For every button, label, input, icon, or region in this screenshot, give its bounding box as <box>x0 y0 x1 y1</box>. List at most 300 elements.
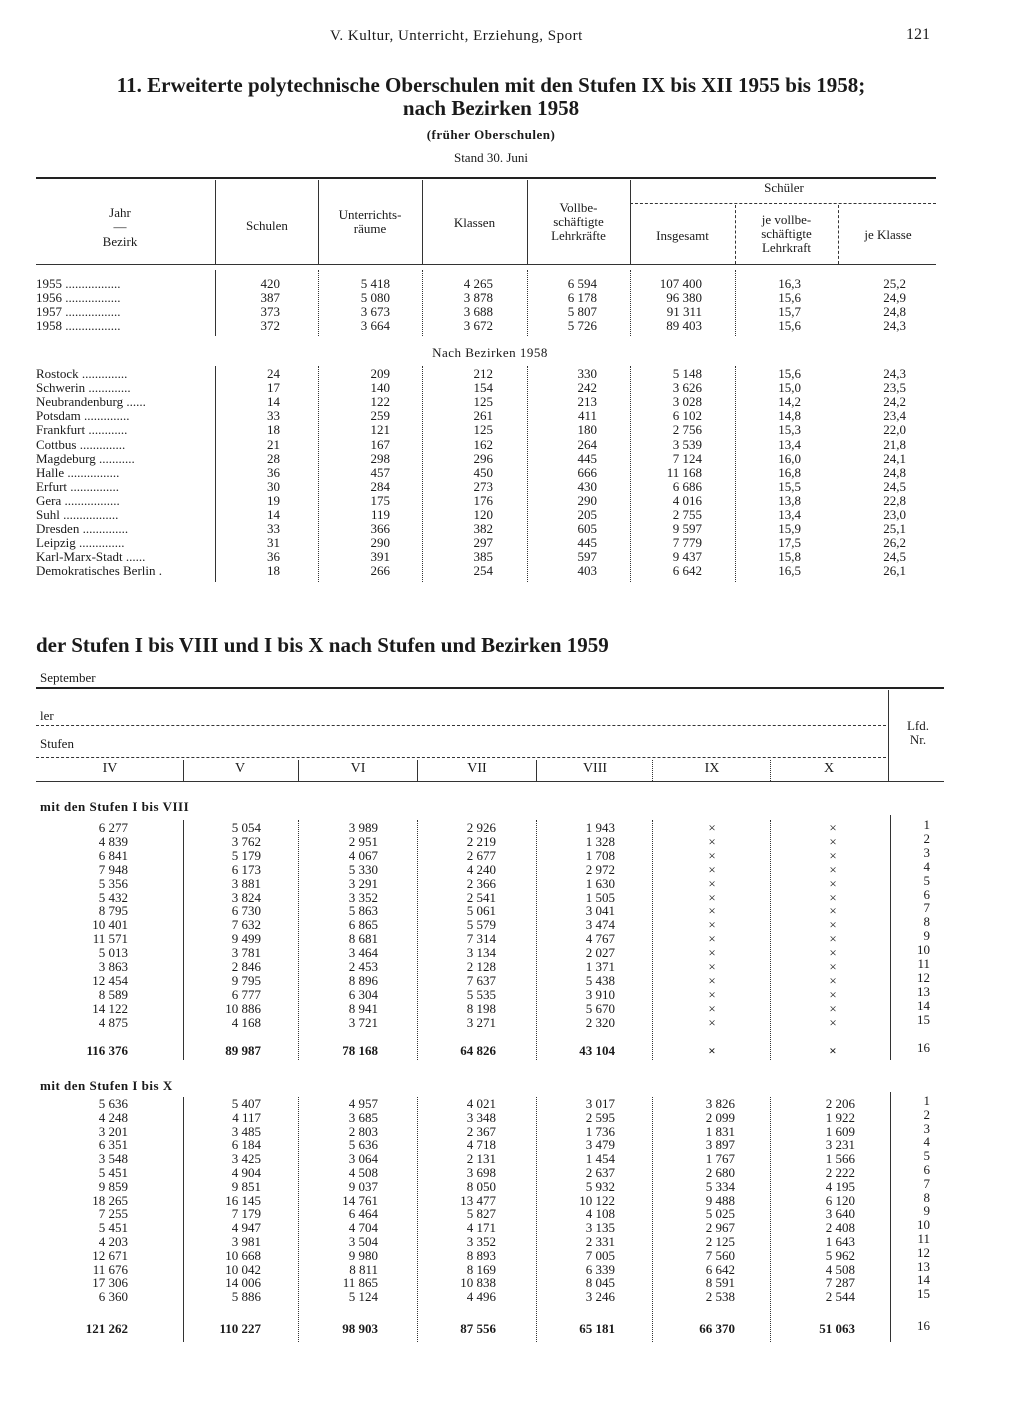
row-number: 15 <box>917 1011 930 1027</box>
total-cell: × <box>829 1043 837 1058</box>
row-number: 9 <box>923 1203 930 1219</box>
table-cell: 5 670 <box>585 1000 615 1016</box>
table-cell: 7 287 <box>825 1275 855 1291</box>
table-cell: 5 726 <box>567 317 597 333</box>
table-cell: 11 676 <box>92 1261 128 1277</box>
table-cell: 8 589 <box>98 986 128 1002</box>
t12-body-vline <box>298 820 299 1060</box>
table-cell: 13,4 <box>778 507 801 522</box>
row-label: Karl-Marx-Stadt ...... <box>36 550 146 565</box>
table-cell: 2 206 <box>825 1096 855 1111</box>
table-cell: × <box>829 861 837 877</box>
header-jahr: Jahr <box>109 205 131 220</box>
table-cell: 2 320 <box>585 1014 615 1030</box>
table-cell: 24,1 <box>883 450 906 466</box>
table-cell: 8 050 <box>466 1178 496 1194</box>
table-cell: × <box>708 972 716 988</box>
row-number: 16 <box>917 1318 930 1333</box>
table-cell: 14 <box>267 507 280 522</box>
header-lehrkraefte: Vollbe- schäftigte Lehrkräfte <box>551 200 606 243</box>
table-cell: 296 <box>473 450 493 466</box>
table-cell: 31 <box>267 535 280 551</box>
table-cell: 7 179 <box>231 1206 261 1222</box>
table-cell: 6 730 <box>231 903 261 919</box>
table-cell: 28 <box>267 450 280 466</box>
total-cell: 121 262 <box>85 1321 128 1336</box>
row-number: 8 <box>923 914 930 930</box>
table-cell: 430 <box>577 478 597 494</box>
table-cell: 4 767 <box>585 931 615 947</box>
table-cell: 22,8 <box>883 492 906 508</box>
table-cell: 120 <box>473 507 493 522</box>
t11-body-vline <box>318 366 319 582</box>
table-cell: 19 <box>267 492 280 508</box>
table-cell: 15,7 <box>778 303 801 319</box>
table-cell: 3 910 <box>585 986 615 1002</box>
table-cell: 3 352 <box>348 889 378 905</box>
total-cell: 89 987 <box>225 1043 261 1058</box>
table-cell: 330 <box>577 366 597 381</box>
table-cell: 24,9 <box>883 289 906 305</box>
table-cell: 261 <box>473 408 493 424</box>
column-header: VI <box>350 761 366 776</box>
header-je-klasse: je Klasse <box>864 227 912 242</box>
table-cell: 6 120 <box>825 1192 855 1208</box>
table-cell: 3 028 <box>672 394 702 410</box>
table-cell: 14 <box>267 394 280 410</box>
table-cell: × <box>829 931 837 947</box>
table-cell: 17 306 <box>92 1275 128 1291</box>
t11-body-vline <box>527 270 528 336</box>
table-cell: 33 <box>267 521 280 537</box>
row-label: 1956 ................. <box>36 290 121 305</box>
table-cell: 8 893 <box>466 1247 496 1263</box>
table-cell: 3 348 <box>466 1109 496 1125</box>
table-cell: 3 504 <box>348 1234 378 1249</box>
table-cell: × <box>708 847 716 863</box>
table-cell: 1 566 <box>825 1151 855 1167</box>
table-cell: 33 <box>267 408 280 424</box>
table-cell: 605 <box>577 521 597 537</box>
table-cell: 15,5 <box>778 478 801 494</box>
row-number: 6 <box>923 886 930 902</box>
table-cell: 2 099 <box>705 1109 735 1125</box>
t12-body-vline <box>770 1097 771 1342</box>
table-cell: 5 080 <box>360 289 390 305</box>
table-cell: × <box>708 903 716 919</box>
row-label: Demokratisches Berlin . <box>36 564 162 579</box>
table11-stand: Stand 30. Juni <box>453 150 529 165</box>
table-cell: 14 006 <box>225 1275 261 1291</box>
t11-body-vline <box>318 270 319 336</box>
table-cell: 6 360 <box>98 1289 128 1305</box>
table-cell: 16,3 <box>778 276 801 291</box>
table-cell: 7 560 <box>705 1247 735 1263</box>
table-cell: × <box>829 959 837 974</box>
table-cell: 6 351 <box>98 1137 128 1153</box>
header-schueler: Schüler <box>764 180 804 195</box>
row-number: 15 <box>917 1286 930 1302</box>
table-cell: 1 630 <box>585 875 615 891</box>
column-header: VII <box>467 761 487 776</box>
table-cell: 597 <box>577 549 597 565</box>
table-cell: 2 219 <box>466 833 496 849</box>
table-cell: 23,4 <box>883 408 906 424</box>
row-number: 3 <box>923 844 930 860</box>
table-cell: 5 807 <box>567 303 597 319</box>
table-cell: 6 464 <box>348 1206 378 1222</box>
table-cell: 2 756 <box>672 422 702 438</box>
table12-top-rule <box>36 687 944 689</box>
table-cell: × <box>829 986 837 1002</box>
table-cell: 242 <box>577 380 597 396</box>
table-cell: 1 371 <box>585 959 615 974</box>
table-cell: 176 <box>473 492 493 508</box>
row-number: 7 <box>923 1175 930 1191</box>
table-cell: × <box>829 917 837 933</box>
table-cell: 6 642 <box>705 1261 735 1277</box>
table-cell: 13,4 <box>778 436 801 452</box>
table-cell: 2 755 <box>672 507 702 522</box>
table-cell: 9 851 <box>231 1178 261 1194</box>
lfd-vline <box>888 690 889 781</box>
table-cell: 9 980 <box>348 1247 378 1263</box>
schueler-rule <box>630 203 936 204</box>
table-cell: 4 168 <box>231 1014 261 1030</box>
table-cell: × <box>829 972 837 988</box>
row-label: Schwerin ............. <box>36 381 131 396</box>
table-cell: 4 904 <box>231 1165 261 1180</box>
t12-vline <box>536 760 537 781</box>
table-cell: 2 846 <box>231 959 261 974</box>
table-cell: 15,9 <box>778 521 801 537</box>
t11-body-vline <box>735 366 736 582</box>
t12-vline <box>417 760 418 781</box>
table-cell: 5 962 <box>825 1247 855 1263</box>
table-cell: 3 826 <box>705 1096 735 1111</box>
table-cell: 3 135 <box>585 1220 615 1236</box>
table-cell: 12 454 <box>92 972 128 988</box>
table-cell: 7 637 <box>466 972 496 988</box>
t11-body-vline <box>422 270 423 336</box>
table-cell: 5 827 <box>466 1206 496 1222</box>
row-number: 6 <box>923 1162 930 1177</box>
table-cell: 15,6 <box>778 317 801 333</box>
table-cell: 6 594 <box>567 276 597 291</box>
table-cell: 26,1 <box>883 563 906 579</box>
table-cell: 3 721 <box>348 1014 378 1030</box>
table-cell: 4 265 <box>463 276 493 291</box>
table11-top-rule <box>36 177 936 179</box>
table-cell: 259 <box>370 408 390 424</box>
table-cell: 3 041 <box>585 903 615 919</box>
table-cell: × <box>829 945 837 961</box>
table-cell: 3 989 <box>348 820 378 835</box>
table-cell: 3 664 <box>360 317 390 333</box>
table-cell: 6 777 <box>231 986 261 1002</box>
table-cell: 3 464 <box>348 945 378 961</box>
table-cell: 121 <box>370 422 390 438</box>
table-cell: 3 291 <box>348 875 378 891</box>
table-cell: × <box>708 820 716 835</box>
t11-vline <box>527 180 528 264</box>
table-cell: 5 334 <box>705 1178 735 1194</box>
table-cell: 4 704 <box>348 1220 378 1236</box>
table-cell: 3 762 <box>231 833 261 849</box>
t11-body-vline <box>735 270 736 336</box>
table-cell: 30 <box>267 478 280 494</box>
total-cell: 66 370 <box>699 1321 735 1336</box>
table-cell: × <box>708 945 716 961</box>
table-cell: 15,6 <box>778 366 801 381</box>
row-number: 1 <box>923 1093 930 1108</box>
t11-vline <box>630 180 631 264</box>
row-number: 10 <box>917 1217 930 1233</box>
row-number: 11 <box>917 956 930 971</box>
table-cell: 1 736 <box>585 1123 615 1139</box>
table-cell: 2 128 <box>466 959 496 974</box>
table-cell: 2 544 <box>825 1289 855 1305</box>
table-cell: 7 632 <box>231 917 261 933</box>
table-cell: 3 485 <box>231 1123 261 1139</box>
table-cell: 4 508 <box>825 1261 855 1277</box>
table-cell: 5 356 <box>98 875 128 891</box>
table-cell: 7 124 <box>672 450 702 466</box>
t12-vline <box>183 760 184 781</box>
table-cell: 10 042 <box>225 1261 261 1277</box>
row-number: 5 <box>923 1148 930 1164</box>
t12-body-vline <box>652 1097 653 1342</box>
table-cell: 3 824 <box>231 889 261 905</box>
table-cell: × <box>829 903 837 919</box>
t12-body-vline <box>417 1097 418 1342</box>
table-cell: 8 896 <box>348 972 378 988</box>
row-label: Erfurt ............... <box>36 479 120 494</box>
t12-body-vline <box>183 820 184 1060</box>
row-number: 2 <box>923 830 930 846</box>
table-cell: 213 <box>577 394 597 410</box>
header-raeume: Unterrichts- räume <box>338 207 402 236</box>
table-cell: 17 <box>267 380 280 396</box>
table-cell: × <box>829 847 837 863</box>
table-cell: 1 831 <box>705 1123 735 1139</box>
table-cell: × <box>708 986 716 1002</box>
table-cell: 5 025 <box>705 1206 735 1222</box>
t12-vline <box>298 760 299 781</box>
row-label: Dresden .............. <box>36 522 129 537</box>
table-cell: 2 680 <box>705 1165 735 1180</box>
table-cell: 18 265 <box>92 1192 128 1208</box>
table-cell: 5 054 <box>231 820 261 835</box>
table-cell: 3 352 <box>466 1234 496 1249</box>
table-cell: 125 <box>473 422 493 438</box>
table-cell: × <box>708 917 716 933</box>
table-cell: 3 897 <box>705 1137 735 1153</box>
table-cell: 1 708 <box>585 847 615 863</box>
table-cell: 3 672 <box>463 317 493 333</box>
table-cell: 5 179 <box>231 847 261 863</box>
table-cell: × <box>829 833 837 849</box>
table-cell: × <box>708 931 716 947</box>
table-cell: 3 626 <box>672 380 702 396</box>
row-number: 14 <box>917 997 930 1013</box>
table-cell: × <box>708 875 716 891</box>
table-cell: 4 016 <box>672 492 702 508</box>
t12-vline <box>652 760 653 781</box>
table-cell: 5 418 <box>360 276 390 291</box>
table-cell: 4 947 <box>231 1220 261 1236</box>
table12-section-a-label: mit den Stufen I bis VIII <box>40 799 190 814</box>
table-cell: 3 271 <box>466 1014 496 1030</box>
table-cell: 266 <box>370 563 390 579</box>
table-cell: 6 184 <box>231 1137 261 1153</box>
table11-section-label: Nach Bezirken 1958 <box>432 345 548 360</box>
table-cell: 2 538 <box>705 1289 735 1305</box>
t11-vline <box>318 180 319 264</box>
table12-header-rule <box>36 781 944 782</box>
table-cell: 175 <box>370 492 390 508</box>
table12-lfd-nr: Lfd. Nr. <box>906 718 930 747</box>
table-cell: 385 <box>473 549 493 565</box>
table-cell: 5 432 <box>98 889 128 905</box>
table-cell: 3 548 <box>98 1151 128 1167</box>
table-cell: 5 451 <box>98 1165 128 1180</box>
table-cell: 6 686 <box>672 478 702 494</box>
table-cell: 8 811 <box>349 1261 378 1277</box>
t12-body-vline <box>536 1097 537 1342</box>
table-cell: 3 539 <box>672 436 702 452</box>
table-cell: 16,5 <box>778 563 801 579</box>
t11-body-vline <box>527 366 528 582</box>
total-cell: 98 903 <box>342 1321 378 1336</box>
table-cell: 205 <box>577 507 597 522</box>
table-cell: 9 597 <box>672 521 702 537</box>
t11-vline <box>422 180 423 264</box>
table-cell: 2 637 <box>585 1165 615 1180</box>
header-klassen: Klassen <box>453 215 496 230</box>
t11-vline <box>735 205 736 264</box>
table-cell: 445 <box>577 535 597 551</box>
table-cell: × <box>829 889 837 905</box>
table-cell: 13 477 <box>460 1192 496 1208</box>
table-cell: 411 <box>577 408 597 424</box>
table-cell: 4 508 <box>348 1165 378 1180</box>
table-cell: 10 886 <box>225 1000 261 1016</box>
t11-body-vline <box>215 366 216 582</box>
table-cell: 8 681 <box>348 931 378 947</box>
table-cell: 7 255 <box>98 1206 128 1222</box>
table-cell: 15,0 <box>778 380 801 396</box>
table-cell: 10 668 <box>225 1247 261 1263</box>
row-number: 3 <box>923 1120 930 1136</box>
t12-body-vline <box>417 820 418 1060</box>
table-cell: 11 571 <box>92 931 128 947</box>
table-cell: 5 636 <box>348 1137 378 1153</box>
table-cell: 16 145 <box>225 1192 261 1208</box>
table-cell: 119 <box>370 507 390 522</box>
table-cell: 450 <box>473 464 493 480</box>
table-cell: 24,5 <box>883 549 906 565</box>
table-cell: 666 <box>577 464 597 480</box>
table-cell: 4 718 <box>466 1137 496 1153</box>
table-cell: 3 134 <box>466 945 496 961</box>
t11-vline <box>215 180 216 264</box>
table-cell: 17,5 <box>778 535 801 551</box>
table-cell: 4 839 <box>98 833 128 849</box>
table12-ler: ler <box>40 708 54 723</box>
table-cell: 284 <box>370 478 390 494</box>
table-cell: 15,3 <box>778 422 801 438</box>
t11-body-vline <box>215 270 216 336</box>
table-cell: 89 403 <box>666 317 702 333</box>
row-label: Halle ................ <box>36 465 120 480</box>
table-cell: 3 781 <box>231 945 261 961</box>
table-cell: × <box>829 1000 837 1016</box>
row-label: Rostock .............. <box>36 367 128 381</box>
row-number: 7 <box>923 900 930 916</box>
table-cell: × <box>829 820 837 835</box>
table-cell: 6 173 <box>231 861 261 877</box>
table-cell: 25,1 <box>883 521 906 537</box>
table12-mid-rule <box>36 725 886 726</box>
table-cell: 3 246 <box>585 1289 615 1305</box>
table-cell: 3 474 <box>585 917 615 933</box>
table-cell: 9 488 <box>705 1192 735 1208</box>
row-number: 4 <box>923 858 930 874</box>
row-number: 14 <box>917 1272 930 1288</box>
table-cell: 8 591 <box>705 1275 735 1291</box>
total-cell: 87 556 <box>460 1321 496 1336</box>
table-cell: 18 <box>267 563 280 579</box>
t12-body-vline <box>536 820 537 1060</box>
table-cell: 96 380 <box>666 289 702 305</box>
table-cell: × <box>708 1000 716 1016</box>
table-cell: 6 841 <box>98 847 128 863</box>
column-header: IV <box>102 761 118 776</box>
table-cell: 9 499 <box>231 931 261 947</box>
table11-subtitle: (früher Oberschulen) <box>426 127 556 142</box>
row-label: Suhl ................. <box>36 508 119 522</box>
table-cell: 26,2 <box>883 535 906 551</box>
table-cell: 373 <box>260 303 280 319</box>
table-cell: 4 248 <box>98 1109 128 1125</box>
table-cell: 10 838 <box>460 1275 496 1291</box>
table-cell: 5 886 <box>231 1289 261 1305</box>
table-cell: 2 125 <box>705 1234 735 1249</box>
t12-body-vline <box>770 820 771 1060</box>
t11-body-vline <box>630 366 631 582</box>
table-cell: 22,0 <box>883 422 906 438</box>
table-cell: 3 201 <box>98 1123 128 1139</box>
table-cell: 5 579 <box>466 917 496 933</box>
table-cell: 1 328 <box>585 833 615 849</box>
table-cell: 5 438 <box>585 972 615 988</box>
table-cell: 2 595 <box>585 1109 615 1125</box>
column-header: V <box>234 761 246 776</box>
row-label: Neubrandenburg ...... <box>36 395 146 410</box>
row-number: 10 <box>917 942 930 958</box>
table-cell: 16,8 <box>778 464 801 480</box>
table-cell: 5 451 <box>98 1220 128 1236</box>
table-cell: 387 <box>260 289 280 305</box>
table-cell: 10 401 <box>92 917 128 933</box>
table-cell: 5 061 <box>466 903 496 919</box>
table-cell: 7 005 <box>585 1247 615 1263</box>
total-cell: 110 227 <box>219 1321 261 1336</box>
table-cell: 140 <box>370 380 390 396</box>
row-label: Leipzig .............. <box>36 536 125 551</box>
table-cell: 24,3 <box>883 317 906 333</box>
